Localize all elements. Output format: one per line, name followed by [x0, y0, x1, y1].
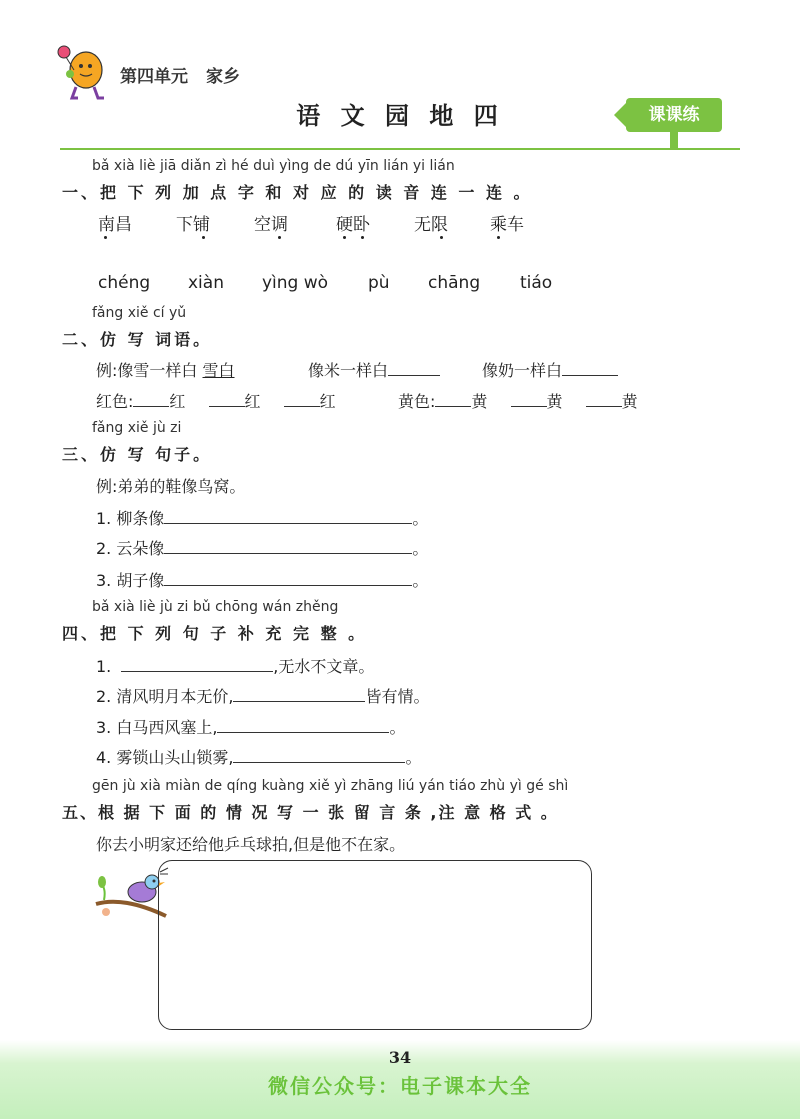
s4-item-3-end: 。 [389, 718, 406, 737]
s4-item-2-end: 皆有情。 [365, 687, 430, 706]
unit-number: 第四单元 [120, 67, 188, 87]
s4-item-1-end: ,无水不文章。 [273, 657, 375, 676]
badge-arrow-shape [614, 103, 626, 127]
s1-option-6: tiáo [520, 273, 553, 293]
s3-item-1-label: 1. 柳条像 [96, 509, 165, 528]
s4-blank-4[interactable] [233, 747, 405, 763]
s4-item-4-end: 。 [405, 748, 422, 767]
wechat-banner: 微信公众号：电子课本大全 [268, 1074, 532, 1098]
emphasis-dot [361, 236, 364, 239]
s3-item-3 [96, 568, 428, 591]
s4-item-3-label: 3. 白马西风塞上, [96, 718, 218, 737]
mascot-icon [56, 40, 114, 102]
emphasis-dot [343, 236, 346, 239]
s3-item-2 [96, 536, 428, 559]
unit-label [120, 62, 240, 87]
s3-item-3-label: 3. 胡子像 [96, 571, 165, 590]
s2-red-char-2: 红 [244, 392, 261, 411]
s3-blank-3[interactable] [164, 570, 412, 586]
s4-pinyin: bǎ xià liè jù zi bǔ chōng wán zhěng [92, 599, 339, 615]
s5-heading: 五、根 据 下 面 的 情 况 写 一 张 留 言 条 ,注 意 格 式 。 [62, 803, 559, 822]
s2-red-label: 红色: [96, 392, 134, 411]
s1-word-1: 南昌 [98, 215, 132, 235]
s4-item-3 [96, 715, 405, 738]
s1-word-2: 下铺 [176, 215, 210, 235]
s4-blank-3[interactable] [217, 717, 389, 733]
s2-item-milk-label: 像奶一样白 [482, 361, 563, 380]
s2-item-rice-label: 像米一样白 [308, 361, 389, 380]
s1-option-5: chāng [428, 273, 481, 293]
s1-option-1: chéng [98, 273, 151, 293]
s3-item-1 [96, 506, 428, 529]
s2-red-blank-3[interactable] [284, 391, 320, 407]
s3-item-3-end: 。 [412, 571, 429, 590]
s2-red-row [96, 389, 336, 412]
s2-yellow-blank-3[interactable] [586, 391, 622, 407]
s1-heading: 一、把 下 列 加 点 字 和 对 应 的 读 音 连 一 连 。 [62, 183, 533, 202]
s2-yellow-row [398, 389, 638, 412]
s4-blank-2[interactable] [233, 686, 365, 702]
s2-yellow-char-3: 黄 [621, 392, 638, 411]
s1-word-4: 硬卧 [336, 215, 370, 235]
s3-pinyin: fǎng xiě jù zi [92, 420, 182, 436]
s2-pinyin: fǎng xiě cí yǔ [92, 305, 187, 321]
s2-example-prefix: 例:像雪一样白 [96, 361, 198, 380]
s4-item-4-label: 4. 雾锁山头山锁雾, [96, 748, 234, 767]
s5-prompt: 你去小明家还给他乒乓球拍,但是他不在家。 [96, 835, 406, 854]
s4-heading: 四、把 下 列 句 子 补 充 完 整 。 [62, 624, 368, 643]
emphasis-dot [104, 236, 107, 239]
emphasis-dot [497, 236, 500, 239]
message-writing-box[interactable] [158, 860, 592, 1030]
s4-blank-1[interactable] [121, 656, 273, 672]
s2-heading: 二、仿 写 词语。 [62, 330, 213, 349]
emphasis-dot [440, 236, 443, 239]
s5-pinyin: gēn jù xià miàn de qíng kuàng xiě yì zhāng liú yán tiáo zhù yì gé shì [92, 778, 569, 794]
page-title: 语 文 园 地 四 [296, 101, 504, 130]
s2-yellow-blank-2[interactable] [511, 391, 547, 407]
s2-yellow-label: 黄色: [398, 392, 436, 411]
s4-item-4 [96, 745, 421, 768]
s2-red-char-3: 红 [319, 392, 336, 411]
s2-red-blank-2[interactable] [209, 391, 245, 407]
s2-item-milk [482, 358, 618, 381]
s1-option-3: yìng wò [262, 273, 329, 293]
s4-item-2 [96, 684, 429, 707]
s1-option-2: xiàn [188, 273, 224, 293]
s3-item-1-end: 。 [412, 509, 429, 528]
s4-item-1 [96, 654, 374, 677]
s2-yellow-char-1: 黄 [471, 392, 488, 411]
emphasis-dot [278, 236, 281, 239]
s3-item-2-end: 。 [412, 539, 429, 558]
unit-name: 家乡 [206, 67, 240, 87]
s1-word-6: 乘车 [490, 215, 524, 235]
s2-example-answer: 雪白 [202, 361, 235, 380]
header-divider [60, 148, 740, 150]
s2-blank-rice[interactable] [388, 360, 440, 376]
practice-badge: 课课练 [626, 98, 722, 132]
emphasis-dot [202, 236, 205, 239]
s1-word-5: 无限 [414, 215, 448, 235]
s2-item-rice [308, 358, 440, 381]
s2-blank-milk[interactable] [562, 360, 618, 376]
s1-pinyin: bǎ xià liè jiā diǎn zì hé duì yìng de dú yīn lián yi lián [92, 158, 455, 174]
s1-option-4: pù [368, 273, 390, 293]
s2-yellow-blank-1[interactable] [435, 391, 471, 407]
s2-red-blank-1[interactable] [133, 391, 169, 407]
s2-yellow-char-2: 黄 [546, 392, 563, 411]
s3-blank-1[interactable] [164, 508, 412, 524]
s1-word-3: 空调 [254, 215, 288, 235]
page-number: 34 [388, 1048, 412, 1067]
s2-red-char-1: 红 [169, 392, 186, 411]
s3-example: 例:弟弟的鞋像鸟窝。 [96, 477, 246, 496]
s4-item-1-num: 1. [96, 657, 112, 676]
s3-heading: 三、仿 写 句子。 [62, 445, 213, 464]
s4-item-2-label: 2. 清风明月本无价, [96, 687, 234, 706]
s3-item-2-label: 2. 云朵像 [96, 539, 165, 558]
s2-example [96, 358, 235, 381]
s3-blank-2[interactable] [164, 538, 412, 554]
